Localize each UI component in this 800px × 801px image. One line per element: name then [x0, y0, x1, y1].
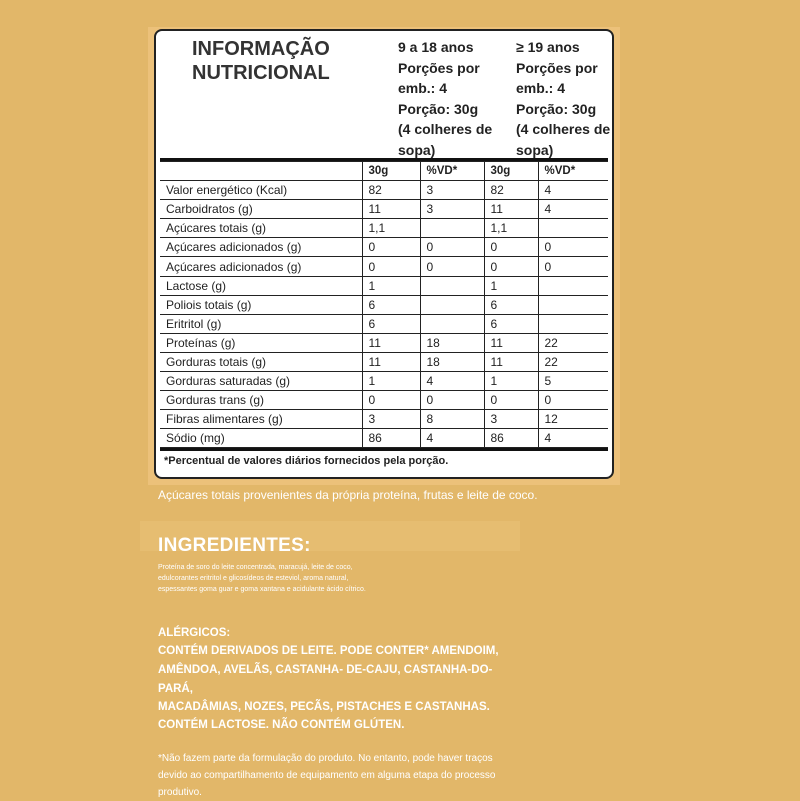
table-row [160, 391, 608, 410]
nutrient-value: 4 [420, 429, 484, 448]
nutrient-value: 18 [420, 352, 484, 371]
nutrient-name: Açúcares adicionados (g) [160, 257, 362, 276]
nutrient-value [538, 314, 608, 333]
nutrient-value: 0 [420, 257, 484, 276]
nutrient-name: Fibras alimentares (g) [160, 410, 362, 429]
table-row [160, 219, 608, 238]
nutrient-value: 4 [420, 372, 484, 391]
table-row [160, 276, 608, 295]
table-header-row [160, 162, 608, 181]
label-title-line2: NUTRICIONAL [192, 62, 330, 84]
nutrient-value: 82 [362, 181, 420, 200]
nutrient-name: Gorduras trans (g) [160, 391, 362, 410]
nutrient-value: 6 [484, 314, 538, 333]
nutrient-value: 0 [484, 257, 538, 276]
serving-line: Porção: 30g [516, 100, 597, 117]
allergens-title: ALÉRGICOS: [158, 627, 231, 639]
table-row [160, 181, 608, 200]
sugar-note: Açúcares totais provenientes da própria proteína, frutas e leite de coco. [158, 488, 538, 502]
nutrient-value: 1 [362, 372, 420, 391]
nutrient-value: 1 [362, 276, 420, 295]
serving-line: emb.: 4 [398, 80, 448, 96]
nutrient-value: 11 [484, 200, 538, 219]
serving-line: sopa) [516, 141, 554, 158]
nutrient-value [420, 219, 484, 238]
label-title-line1: INFORMAÇÃO [192, 38, 330, 60]
table-row [160, 372, 608, 391]
table-row [160, 410, 608, 429]
serving-line: sopa) [398, 141, 436, 158]
nutrient-value: 3 [420, 200, 484, 219]
nutrient-value: 6 [484, 295, 538, 314]
nutrient-value: 82 [484, 181, 538, 200]
nutrient-value: 4 [538, 429, 608, 448]
nutrient-value [420, 276, 484, 295]
nutrient-name: Açúcares totais (g) [160, 219, 362, 238]
nutrient-value: 12 [538, 410, 608, 429]
nutrient-value: 86 [362, 429, 420, 448]
nutrient-value: 0 [538, 257, 608, 276]
age-group-label: ≥ 19 anos [516, 39, 580, 55]
nutrient-value [538, 295, 608, 314]
serving-line: Porção: 30g [398, 100, 479, 117]
nutrient-value: 11 [362, 352, 420, 371]
nutrient-name: Açúcares adicionados (g) [160, 238, 362, 257]
nutrient-value: 0 [420, 238, 484, 257]
nutrient-value: 86 [484, 429, 538, 448]
table-row [160, 200, 608, 219]
nutrient-value: 6 [362, 314, 420, 333]
nutrient-name: Valor energético (Kcal) [160, 181, 362, 200]
allergens-line: CONTÉM DERIVADOS DE LEITE. PODE CONTER* AMENDOIM, [158, 645, 499, 657]
nutrient-value: 0 [420, 391, 484, 410]
table-row [160, 295, 608, 314]
nutrient-value: 22 [538, 333, 608, 352]
table-row [160, 333, 608, 352]
nutrient-value: 3 [362, 410, 420, 429]
table-body [160, 181, 608, 448]
allergens-line: AMÊNDOA, AVELÃS, CASTANHA- DE-CAJU, CASTANHA-DO- [158, 664, 493, 676]
nutrient-name: Gorduras saturadas (g) [160, 372, 362, 391]
nutrient-name: Carboidratos (g) [160, 200, 362, 219]
nutrient-value: 3 [484, 410, 538, 429]
serving-line: (4 colheres de [398, 121, 493, 137]
nutrient-value: 0 [362, 391, 420, 410]
column-header: %VD* [538, 162, 608, 181]
nutrient-value: 0 [484, 238, 538, 257]
nutrient-value: 8 [420, 410, 484, 429]
serving-line: (4 colheres de [516, 121, 611, 137]
table-row [160, 238, 608, 257]
nutrient-value [538, 219, 608, 238]
nutrient-value: 0 [538, 391, 608, 410]
nutrient-value: 11 [362, 333, 420, 352]
nutrient-name: Gorduras totais (g) [160, 352, 362, 371]
column-header: %VD* [420, 162, 484, 181]
column-header: 30g [484, 162, 538, 181]
nutrient-value: 0 [484, 391, 538, 410]
nutrient-value: 5 [538, 372, 608, 391]
table-row [160, 352, 608, 371]
nutrient-value: 0 [362, 257, 420, 276]
nutrition-facts-label [154, 29, 614, 479]
allergens-line: PARÁ, [158, 683, 193, 695]
ingredients-title: INGREDIENTES: [158, 535, 311, 556]
serving-info-9-18 [398, 37, 516, 160]
nutrient-value [420, 295, 484, 314]
nutrient-value: 22 [538, 352, 608, 371]
serving-info-19-plus [516, 37, 614, 160]
nutrient-value [538, 276, 608, 295]
serving-line: Porções por [516, 59, 598, 76]
label-title [192, 37, 330, 85]
nutrition-table [160, 161, 608, 448]
nutrient-value: 11 [362, 200, 420, 219]
nutrient-value: 3 [420, 181, 484, 200]
nutrient-value: 4 [538, 200, 608, 219]
nutrient-value: 1 [484, 372, 538, 391]
age-group-label: 9 a 18 anos [398, 39, 474, 55]
nutrient-name: Eritritol (g) [160, 314, 362, 333]
allergens-line: CONTÉM LACTOSE. NÃO CONTÉM GLÚTEN. [158, 719, 405, 731]
nutrient-value: 1,1 [484, 219, 538, 238]
serving-line: Porções por [398, 59, 480, 76]
nutrient-value: 1,1 [362, 219, 420, 238]
nutrient-name: Proteínas (g) [160, 333, 362, 352]
nutrient-value: 0 [362, 238, 420, 257]
traces-disclaimer: *Não fazem parte da formulação do produto. No entanto, pode haver traços devido ao compartilhamento de equipamento em alguma etapa do processo produtivo. [158, 753, 496, 798]
allergens-line: MACADÂMIAS, NOZES, PECÃS, PISTACHES E CASTANHAS. [158, 701, 490, 713]
footer-rule [160, 448, 608, 451]
nutrient-value: 11 [484, 352, 538, 371]
nutrient-value: 18 [420, 333, 484, 352]
table-row [160, 429, 608, 448]
serving-line: emb.: 4 [516, 80, 566, 96]
nutrient-name: Poliois totais (g) [160, 295, 362, 314]
nutrient-value: 6 [362, 295, 420, 314]
column-header [160, 162, 362, 181]
nutrient-value: 4 [538, 181, 608, 200]
nutrient-name: Lactose (g) [160, 276, 362, 295]
nutrient-name: Sódio (mg) [160, 429, 362, 448]
column-header: 30g [362, 162, 420, 181]
nutrient-value: 1 [484, 276, 538, 295]
table-row [160, 257, 608, 276]
label-footnote: *Percentual de valores diários fornecidos pela porção. [164, 455, 449, 467]
table-row [160, 314, 608, 333]
nutrient-value: 11 [484, 333, 538, 352]
nutrient-value: 0 [538, 238, 608, 257]
ingredients-text: Proteína de soro do leite concentrada, maracujá, leite de coco, edulcorantes eritritol e glicosídeos de esteviol, aroma natural, espessantes goma guar e goma xantana e acidulante ácido cítrico. [158, 564, 366, 593]
nutrient-value [420, 314, 484, 333]
